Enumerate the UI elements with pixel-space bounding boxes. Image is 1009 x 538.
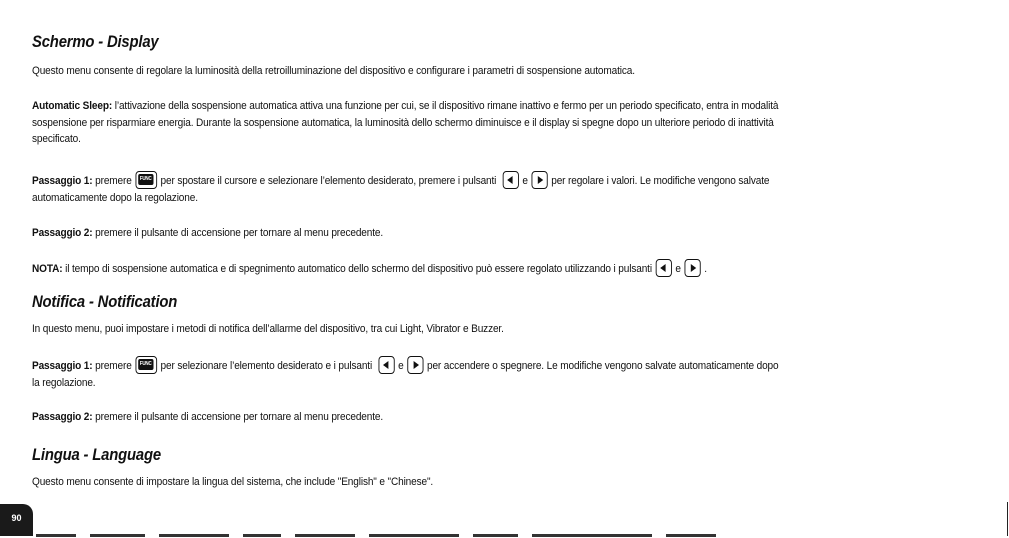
note-end: . [704, 263, 707, 275]
notification-step1-and: e [398, 360, 404, 372]
display-note [32, 259, 950, 278]
display-step1-text-b: per spostare il cursore e selezionare l’elemento desiderato, premere i pulsanti [160, 175, 497, 187]
display-intro: Questo menu consente di regolare la luminosità della retroilluminazione del dispositivo e configurare i parametri di sospensione automatica. [32, 65, 635, 77]
display-step2-text: premere il pulsante di accensione per tornare al menu precedente. [92, 227, 384, 239]
notification-step1-text-b: per selezionare l’elemento desiderato e i pulsanti [160, 360, 373, 372]
func-key-label: FUNC [138, 174, 153, 185]
heading-notification: Notifica - Notification [32, 293, 178, 311]
auto-sleep-line1: l’attivazione della sospensione automatica attiva una funzione per cui, se il dispositivo rimane inattivo e fermo per un periodo specificato, entra in modalità [112, 100, 779, 112]
margin-divider [1007, 502, 1008, 536]
func-key-icon [135, 171, 157, 189]
right-arrow-key-icon [684, 259, 700, 277]
left-arrow-key-icon [378, 356, 394, 374]
display-step2-label: Passaggio 2: [32, 227, 93, 239]
notification-step2-text: premere il pulsante di accensione per tornare al menu precedente. [92, 411, 384, 423]
notification-step1-label: Passaggio 1: [32, 360, 93, 372]
note-and: e [675, 263, 681, 275]
language-intro: Questo menu consente di impostare la lingua del sistema, che include "English" e "Chinese". [32, 476, 434, 488]
display-step1-text-a: premere [92, 175, 132, 187]
notification-step1-text-a: premere [92, 360, 132, 372]
display-step1-line2: automaticamente dopo la regolazione. [32, 191, 198, 204]
display-step2 [32, 225, 950, 242]
display-step1-text-c: per regolare i valori. Le modifiche vengono salvate [551, 175, 770, 187]
left-arrow-key-icon [656, 259, 672, 277]
right-arrow-key-icon [407, 356, 423, 374]
heading-language: Lingua - Language [32, 446, 161, 464]
notification-step1-text-c: per accendere o spegnere. Le modifiche vengono salvate automaticamente dopo [427, 360, 779, 372]
right-arrow-key-icon [531, 171, 547, 189]
left-arrow-key-icon [503, 171, 519, 189]
func-key-label: FUNC [138, 359, 153, 370]
notification-step1-line2: la regolazione. [32, 376, 96, 389]
notification-intro: In questo menu, puoi impostare i metodi di notifica dell’allarme del dispositivo, tra cui Light, Vibrator e Buzzer. [32, 323, 504, 335]
notification-step2 [32, 409, 950, 426]
auto-sleep-label: Automatic Sleep: [32, 100, 113, 112]
page-number: 90 [0, 504, 33, 536]
notification-step2-label: Passaggio 2: [32, 411, 93, 423]
notification-step1 [32, 356, 950, 391]
note-text: il tempo di sospensione automatica e di spegnimento automatico dello schermo del dispositivo può essere regolato utilizzando i pulsanti [62, 263, 652, 275]
heading-display: Schermo - Display [32, 33, 159, 51]
note-label: NOTA: [32, 263, 63, 275]
auto-sleep-line2: sospensione per risparmiare energia. Durante la sospensione automatica, la luminosità dello schermo diminuisce e il display si spegne dopo un ulteriore periodo di inattività [32, 116, 774, 129]
display-step1-label: Passaggio 1: [32, 175, 93, 187]
auto-sleep-line3: specificato. [32, 133, 81, 145]
func-key-icon [135, 356, 157, 374]
auto-sleep-paragraph [32, 98, 950, 148]
display-step1 [32, 171, 950, 206]
cut-off-text-line [36, 530, 816, 538]
display-step1-and: e [522, 175, 528, 187]
